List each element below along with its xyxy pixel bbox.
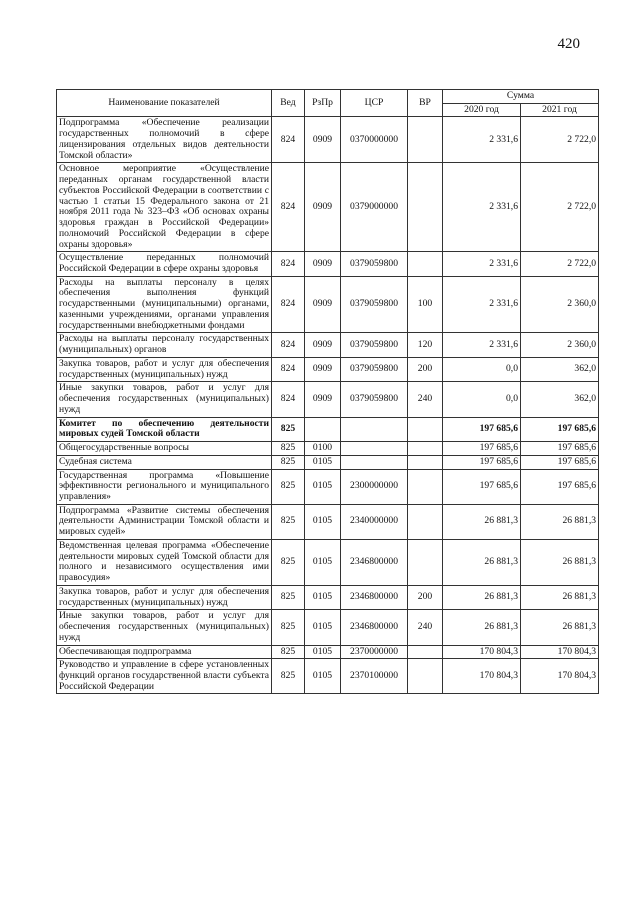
row-rzpr: 0105: [305, 455, 341, 469]
header-year-2020: 2020 год: [443, 103, 521, 117]
row-csr: 0379000000: [341, 163, 408, 252]
row-csr: 2340000000: [341, 504, 408, 539]
header-row: [57, 90, 599, 104]
row-rzpr: 0909: [305, 276, 341, 333]
table-row: [57, 442, 599, 456]
row-name: Осуществление переданных полномочий Российской Федерации в сфере охраны здоровья: [57, 252, 272, 276]
row-rzpr: 0105: [305, 610, 341, 645]
row-name: Общегосударственные вопросы: [57, 442, 272, 456]
row-name: Подпрограмма «Обеспечение реализации государственных полномочий в сфере лицензирования отдельных видов деятельности Томской области»: [57, 117, 272, 163]
row-csr: 0379059800: [341, 357, 408, 381]
row-csr: 0370000000: [341, 117, 408, 163]
row-csr: 0379059800: [341, 252, 408, 276]
row-name: Иные закупки товаров, работ и услуг для обеспечения государственных (муниципальных) нужд: [57, 610, 272, 645]
table-row: [57, 117, 599, 163]
row-vr: [408, 442, 443, 456]
row-sum-2021: 2 722,0: [521, 252, 599, 276]
header-vr: ВР: [408, 90, 443, 117]
table-row: [57, 610, 599, 645]
row-sum-2020: 197 685,6: [443, 469, 521, 504]
row-ved: 825: [272, 645, 305, 659]
row-rzpr: 0105: [305, 585, 341, 609]
row-name: Судебная система: [57, 455, 272, 469]
row-ved: 825: [272, 659, 305, 694]
row-rzpr: 0909: [305, 252, 341, 276]
row-sum-2021: 26 881,3: [521, 585, 599, 609]
table-body: [57, 117, 599, 694]
row-vr: [408, 539, 443, 585]
row-csr: 2370100000: [341, 659, 408, 694]
row-ved: 825: [272, 469, 305, 504]
row-vr: [408, 504, 443, 539]
row-ved: 824: [272, 357, 305, 381]
row-vr: [408, 252, 443, 276]
header-sum: Сумма: [443, 90, 599, 104]
row-name: Закупка товаров, работ и услуг для обеспечения государственных (муниципальных) нужд: [57, 357, 272, 381]
row-name: Иные закупки товаров, работ и услуг для обеспечения государственных (муниципальных) нужд: [57, 382, 272, 417]
row-csr: 0379059800: [341, 333, 408, 357]
row-vr: [408, 659, 443, 694]
row-ved: 825: [272, 610, 305, 645]
row-csr: 2346800000: [341, 585, 408, 609]
row-csr: 2300000000: [341, 469, 408, 504]
row-rzpr: 0105: [305, 659, 341, 694]
row-vr: [408, 469, 443, 504]
row-ved: 824: [272, 276, 305, 333]
row-vr: [408, 645, 443, 659]
row-name: Расходы на выплаты персоналу государственных (муниципальных) органов: [57, 333, 272, 357]
row-name: Комитет по обеспечению деятельности мировых судей Томской области: [57, 417, 272, 441]
row-ved: 825: [272, 539, 305, 585]
header-name: Наименование показателей: [57, 90, 272, 117]
row-rzpr: 0105: [305, 645, 341, 659]
row-ved: 824: [272, 163, 305, 252]
row-ved: 825: [272, 504, 305, 539]
row-rzpr: 0909: [305, 357, 341, 381]
row-sum-2020: 170 804,3: [443, 645, 521, 659]
row-sum-2020: 2 331,6: [443, 333, 521, 357]
row-sum-2020: 26 881,3: [443, 585, 521, 609]
row-vr: [408, 117, 443, 163]
row-vr: 120: [408, 333, 443, 357]
row-name: Расходы на выплаты персоналу в целях обеспечения выполнения функций государственными (муниципальными) органами, казенными учреждениями, органами управления государственными внебюджетными фондами: [57, 276, 272, 333]
row-sum-2020: 2 331,6: [443, 252, 521, 276]
row-vr: 240: [408, 382, 443, 417]
row-ved: 825: [272, 442, 305, 456]
row-sum-2020: 2 331,6: [443, 117, 521, 163]
row-csr: [341, 442, 408, 456]
row-rzpr: 0105: [305, 539, 341, 585]
row-sum-2021: 26 881,3: [521, 610, 599, 645]
row-vr: 100: [408, 276, 443, 333]
page-number: 420: [557, 36, 580, 52]
table-row: [57, 539, 599, 585]
row-name: Руководство и управление в сфере установленных функций органов государственной власти субъекта Российской Федерации: [57, 659, 272, 694]
row-sum-2021: 362,0: [521, 357, 599, 381]
row-ved: 825: [272, 455, 305, 469]
row-sum-2021: 2 360,0: [521, 276, 599, 333]
row-ved: 825: [272, 585, 305, 609]
header-rzpr: РзПр: [305, 90, 341, 117]
row-ved: 825: [272, 417, 305, 441]
table-row: [57, 504, 599, 539]
row-sum-2021: 197 685,6: [521, 417, 599, 441]
row-vr: [408, 455, 443, 469]
row-vr: 200: [408, 585, 443, 609]
row-csr: 2370000000: [341, 645, 408, 659]
row-rzpr: 0909: [305, 333, 341, 357]
row-sum-2021: 197 685,6: [521, 469, 599, 504]
row-sum-2020: 197 685,6: [443, 442, 521, 456]
row-vr: [408, 417, 443, 441]
row-csr: 0379059800: [341, 276, 408, 333]
row-rzpr: 0105: [305, 504, 341, 539]
row-sum-2021: 362,0: [521, 382, 599, 417]
row-ved: 824: [272, 382, 305, 417]
table-row: [57, 333, 599, 357]
table-row: [57, 417, 599, 441]
row-csr: 2346800000: [341, 610, 408, 645]
row-ved: 824: [272, 252, 305, 276]
row-sum-2021: 26 881,3: [521, 539, 599, 585]
table-row: [57, 645, 599, 659]
row-sum-2021: 197 685,6: [521, 442, 599, 456]
row-sum-2020: 0,0: [443, 382, 521, 417]
table-row: [57, 357, 599, 381]
budget-table: [56, 89, 599, 694]
row-name: Закупка товаров, работ и услуг для обеспечения государственных (муниципальных) нужд: [57, 585, 272, 609]
row-sum-2020: 26 881,3: [443, 610, 521, 645]
row-sum-2020: 197 685,6: [443, 417, 521, 441]
table-row: [57, 659, 599, 694]
table-row: [57, 252, 599, 276]
row-name: Государственная программа «Повышение эффективности регионального и муниципального управления»: [57, 469, 272, 504]
row-csr: [341, 417, 408, 441]
row-rzpr: 0105: [305, 469, 341, 504]
row-sum-2021: 170 804,3: [521, 645, 599, 659]
row-sum-2020: 2 331,6: [443, 276, 521, 333]
row-csr: 2346800000: [341, 539, 408, 585]
row-sum-2021: 2 360,0: [521, 333, 599, 357]
table-row: [57, 382, 599, 417]
table-row: [57, 455, 599, 469]
row-sum-2021: 2 722,0: [521, 163, 599, 252]
row-sum-2020: 26 881,3: [443, 504, 521, 539]
table-row: [57, 585, 599, 609]
row-sum-2021: 197 685,6: [521, 455, 599, 469]
row-csr: [341, 455, 408, 469]
row-sum-2020: 2 331,6: [443, 163, 521, 252]
header-ved: Вед: [272, 90, 305, 117]
row-sum-2021: 170 804,3: [521, 659, 599, 694]
row-sum-2020: 0,0: [443, 357, 521, 381]
row-sum-2020: 170 804,3: [443, 659, 521, 694]
row-ved: 824: [272, 333, 305, 357]
table-row: [57, 469, 599, 504]
row-rzpr: 0909: [305, 163, 341, 252]
row-vr: 200: [408, 357, 443, 381]
table-row: [57, 163, 599, 252]
row-sum-2020: 197 685,6: [443, 455, 521, 469]
row-sum-2021: 2 722,0: [521, 117, 599, 163]
row-rzpr: 0909: [305, 117, 341, 163]
row-name: Основное мероприятие «Осуществление переданных органам государственной власти субъектов Российской Федерации в соответствии с частью 1 статьи 15 Федерального закона от 21 ноября 2011 года № 323–ФЗ «Об основах охраны здоровья граждан в Российской Федерации» полномочий Российской Федерации в сфере охраны здоровья»: [57, 163, 272, 252]
row-rzpr: [305, 417, 341, 441]
header-year-2021: 2021 год: [521, 103, 599, 117]
row-rzpr: 0100: [305, 442, 341, 456]
row-name: Ведомственная целевая программа «Обеспечение деятельности мировых судей Томской области для полного и независимого осуществления ими правосудия»: [57, 539, 272, 585]
row-vr: 240: [408, 610, 443, 645]
table-row: [57, 276, 599, 333]
header-csr: ЦСР: [341, 90, 408, 117]
row-rzpr: 0909: [305, 382, 341, 417]
row-vr: [408, 163, 443, 252]
row-ved: 824: [272, 117, 305, 163]
row-sum-2021: 26 881,3: [521, 504, 599, 539]
row-name: Подпрограмма «Развитие системы обеспечения деятельности Администрации Томской области и мировых судей»: [57, 504, 272, 539]
row-csr: 0379059800: [341, 382, 408, 417]
row-name: Обеспечивающая подпрограмма: [57, 645, 272, 659]
row-sum-2020: 26 881,3: [443, 539, 521, 585]
